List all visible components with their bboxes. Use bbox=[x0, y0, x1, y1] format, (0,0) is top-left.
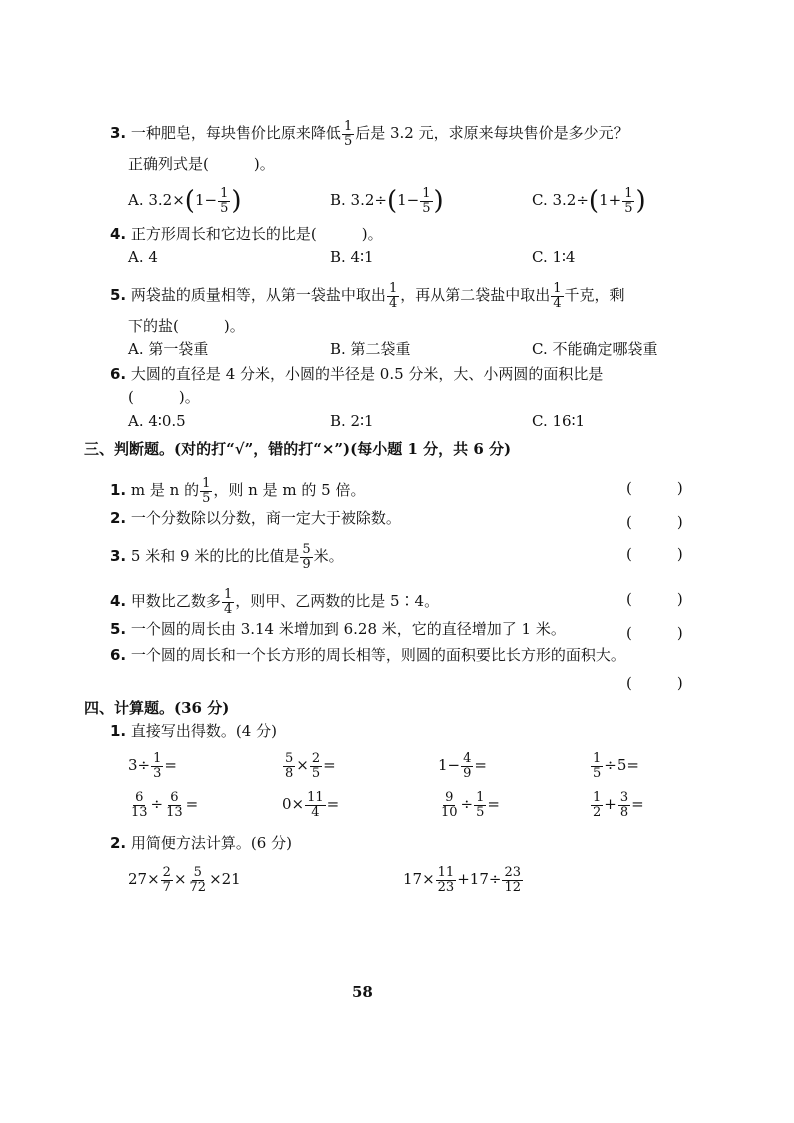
judge-item-4: 4. 甲数比乙数多 $\frac{1}{4}$ ，则甲、乙两数的比是 5∶4。 bbox=[110, 587, 440, 617]
simplify-expression-2: 17× $\frac{11}{23}$ +17÷ $\frac{23}{12}$ bbox=[403, 865, 521, 895]
calc-item-7: $\frac{9}{10}$ ÷ $\frac{1}{5}$ = bbox=[441, 790, 500, 820]
q5-option-c: C. 不能确定哪袋重 bbox=[532, 340, 658, 358]
q3-line1: 3. 一种肥皂，每块售价比原来降低 $\frac{1}{5}$ 后是 3.2 元，求原来每块售价是多少元？ bbox=[110, 119, 629, 149]
q6-option-a: A. 4∶0.5 bbox=[128, 412, 186, 430]
q6-line1: 6. 大圆的直径是 4 分米，小圆的半径是 0.5 分米，大、小两圆的面积比是 bbox=[110, 365, 604, 383]
q4-option-b: B. 4∶1 bbox=[330, 248, 374, 266]
judge-item-1: 1. m 是 n 的 $\frac{1}{5}$ ，则 n 是 m 的 5 倍。 bbox=[110, 476, 366, 506]
calc-item-8: $\frac{1}{2}$ + $\frac{3}{8}$ = bbox=[593, 790, 644, 820]
answer-bracket-5[interactable]: ( ) bbox=[626, 624, 683, 642]
simplify-expression-1: 27× $\frac{2}{7}$ × $\frac{5}{72}$ ×21 bbox=[128, 865, 241, 895]
q3-number: 3. bbox=[110, 124, 127, 143]
section4-sub1: 1. 直接写出得数。(4 分) bbox=[110, 722, 277, 740]
q3-option-c: C. 3.2÷(1+ $\frac{1}{5}$ ) bbox=[532, 186, 646, 217]
section4-sub2: 2. 用简便方法计算。(6 分) bbox=[110, 834, 292, 852]
section3-title: 三、判断题。(对的打“√”，错的打“×”)(每小题 1 分，共 6 分) bbox=[84, 440, 512, 458]
calc-item-4: $\frac{1}{5}$ ÷5= bbox=[593, 751, 639, 781]
calc-item-3: 1− $\frac{4}{9}$ = bbox=[438, 751, 487, 781]
judge-item-3: 3. 5 米和 9 米的比的比值是 $\frac{5}{9}$ 米。 bbox=[110, 542, 344, 572]
q4-option-c: C. 1∶4 bbox=[532, 248, 576, 266]
q6-option-b: B. 2∶1 bbox=[330, 412, 374, 430]
q4-option-a: A. 4 bbox=[128, 248, 158, 266]
judge-item-6: 6. 一个圆的周长和一个长方形的周长相等，则圆的面积要比长方形的面积大。 bbox=[110, 646, 626, 664]
answer-bracket-6[interactable]: ( ) bbox=[626, 674, 683, 692]
calc-item-6: 0× $\frac{11}{4}$ = bbox=[282, 790, 340, 820]
q5-option-a: A. 第一袋重 bbox=[128, 340, 209, 358]
q5-line2: 下的盐( )。 bbox=[128, 317, 245, 335]
q4-line1: 4. 正方形周长和它边长的比是( )。 bbox=[110, 225, 383, 243]
q5-line1: 5. 两袋盐的质量相等，从第一袋盐中取出 $\frac{1}{4}$ ，再从第二袋盐中取出 $\frac{1}{4}$ 千克，剩 bbox=[110, 281, 625, 311]
calc-item-5: $\frac{6}{13}$ ÷ $\frac{6}{13}$ = bbox=[131, 790, 199, 820]
judge-item-2: 2. 一个分数除以分数，商一定大于被除数。 bbox=[110, 509, 401, 527]
q3-option-b: B. 3.2÷(1− $\frac{1}{5}$ ) bbox=[330, 186, 444, 217]
q6-line2: ( )。 bbox=[128, 388, 200, 406]
q3-option-a: A. 3.2×(1− $\frac{1}{5}$ ) bbox=[128, 186, 242, 217]
answer-bracket-2[interactable]: ( ) bbox=[626, 513, 683, 531]
answer-bracket-1[interactable]: ( ) bbox=[626, 479, 683, 497]
calc-item-2: $\frac{5}{8}$ × $\frac{2}{5}$ = bbox=[285, 751, 336, 781]
section4-title: 四、计算题。(36 分) bbox=[84, 699, 230, 717]
answer-bracket-4[interactable]: ( ) bbox=[626, 590, 683, 608]
answer-bracket-3[interactable]: ( ) bbox=[626, 545, 683, 563]
q3-line2: 正确列式是( )。 bbox=[128, 155, 275, 173]
calc-item-1: 3÷ $\frac{1}{3}$ = bbox=[128, 751, 177, 781]
q5-option-b: B. 第二袋重 bbox=[330, 340, 411, 358]
page-number: 58 bbox=[352, 983, 373, 1001]
judge-item-5: 5. 一个圆的周长由 3.14 米增加到 6.28 米，它的直径增加了 1 米。 bbox=[110, 620, 566, 638]
q6-option-c: C. 16∶1 bbox=[532, 412, 586, 430]
q3-fraction: $\frac{1}{5}$ bbox=[343, 119, 353, 149]
